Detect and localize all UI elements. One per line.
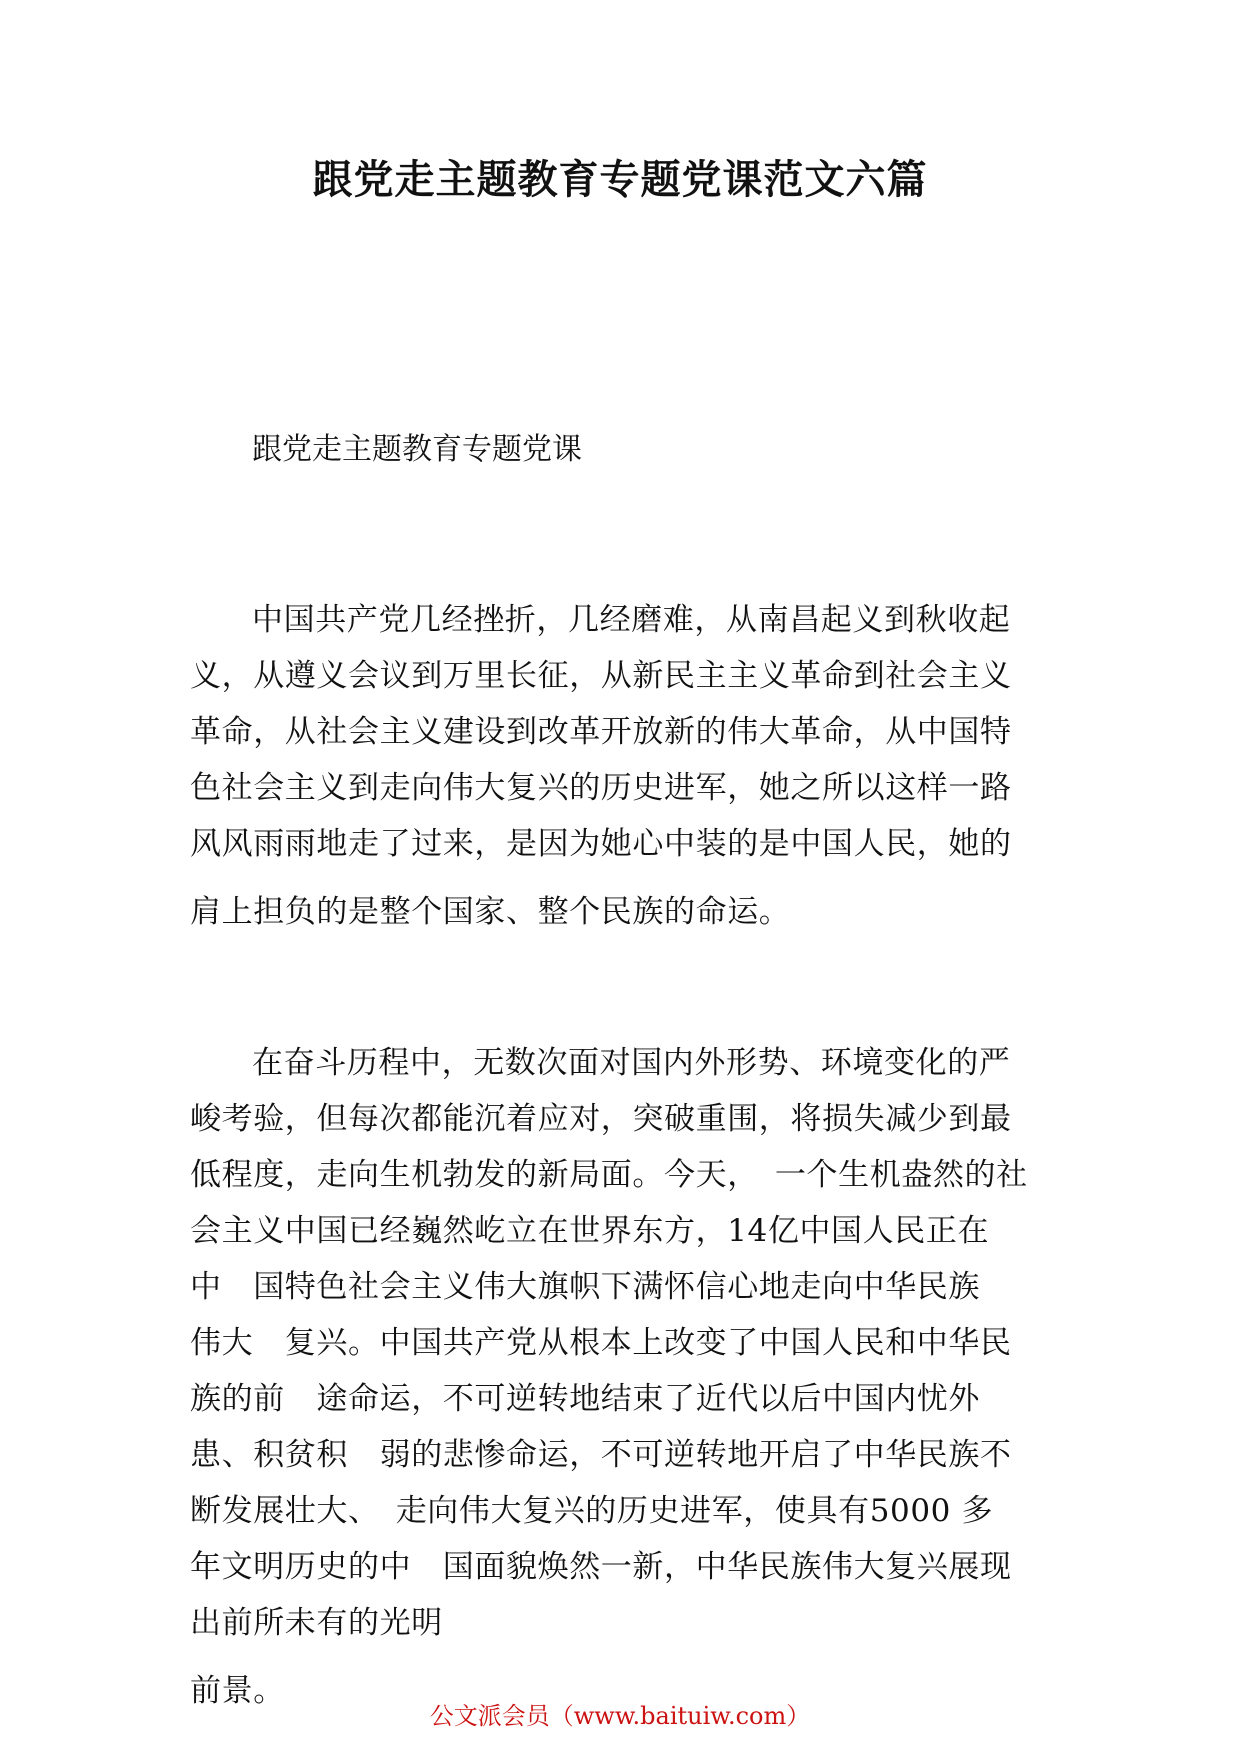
paragraph-1-line: 风风雨雨地走了过来，是因为她心中装的是中国人民，她的: [190, 826, 1012, 862]
paragraph-2-line: 在奋斗历程中，无数次面对国内外形势、环境变化的严: [252, 1045, 1011, 1081]
paragraph-2-line: 中 国特色社会主义伟大旗帜下满怀信心地走向中华民族: [190, 1269, 980, 1305]
paragraph-2-line: 峻考验，但每次都能沉着应对，突破重围，将损失减少到最: [190, 1101, 1012, 1137]
paragraph-2-line: 出前所未有的光明: [190, 1605, 443, 1641]
paragraph-1-line: 革命，从社会主义建设到改革开放新的伟大革命，从中国特: [190, 714, 1012, 750]
paragraph-2-line: 年文明历史的中 国面貌焕然一新，中华民族伟大复兴展现: [190, 1549, 1012, 1585]
paragraph-2-line: 伟大 复兴。中国共产党从根本上改变了中国人民和中华民: [190, 1325, 1012, 1361]
footer-watermark: 公文派会员（www.baituiw.com）: [429, 1702, 811, 1730]
paragraph-1-line: 肩上担负的是整个国家、整个民族的命运。: [190, 894, 791, 930]
paragraph-2-line: 患、积贫积 弱的悲惨命运，不可逆转地开启了中华民族不: [190, 1437, 1012, 1473]
paragraph-1-line: 义，从遵义会议到万里长征，从新民主主义革命到社会主义: [190, 658, 1012, 694]
paragraph-2-line: 会主义中国已经巍然屹立在世界东方，14亿中国人民正在: [190, 1213, 990, 1249]
document-subtitle: 跟党走主题教育专题党课: [252, 432, 582, 467]
paragraph-1-line: 色社会主义到走向伟大复兴的历史进军，她之所以这样一路: [190, 770, 1012, 806]
paragraph-1: [190, 592, 1050, 940]
paragraph-2-line: 前景。: [190, 1673, 285, 1709]
paragraph-2-line: 族的前 途命运，不可逆转地结束了近代以后中国内忧外: [190, 1381, 980, 1417]
paragraph-1-line: 中国共产党几经挫折，几经磨难，从南昌起义到秋收起: [252, 602, 1011, 638]
document-title: 跟党走主题教育专题党课范文六篇: [312, 157, 928, 203]
paragraph-2-line: 断发展壮大、 走向伟大复兴的历史进军，使具有5000 多: [190, 1493, 994, 1529]
paragraph-2-line: 低程度，走向生机勃发的新局面。今天， 一个生机盎然的社: [190, 1157, 1028, 1193]
paragraph-2: [190, 1035, 1050, 1719]
